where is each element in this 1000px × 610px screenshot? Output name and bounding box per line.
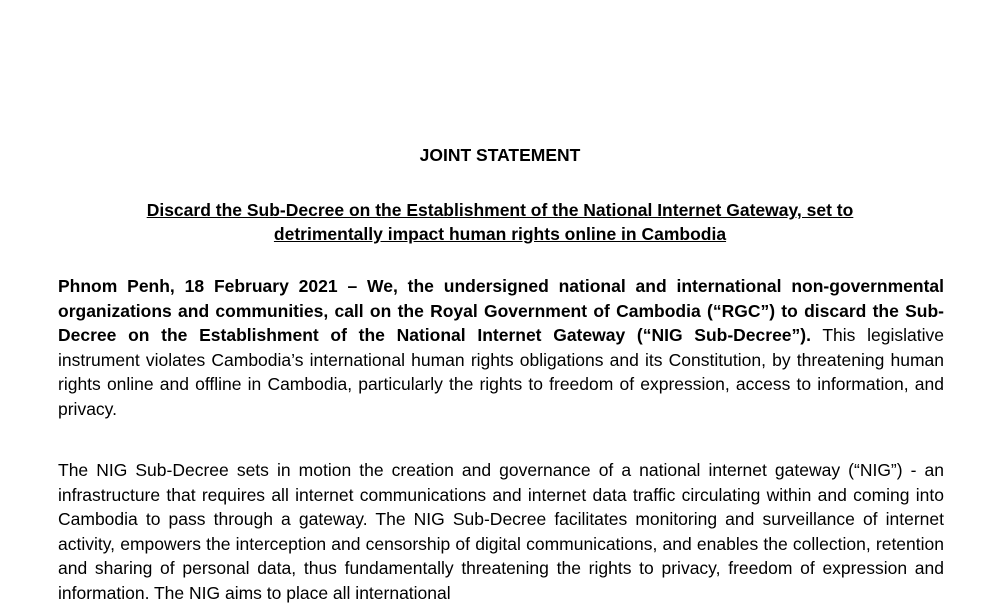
paragraph-intro-lead: Phnom Penh, 18 February 2021 – We, the undersigned national and international non-governmental organizations and communities, call on the Royal Government of Cambodia (“RGC”) to discard the Sub-Decree on the Establishment of the National Internet Gateway (“NIG Sub-Decree”).	[58, 276, 944, 345]
paragraph-nig-body: The NIG Sub-Decree sets in motion the creation and governance of a national internet gateway (“NIG”) - an infrastructure that requires all internet communications and internet data traffic circulating within and coming into Cambodia to pass through a gateway. The NIG Sub-Decree facilitates monitoring and surveillance of internet activity, empowers the interception and censorship of digital communications, and enables the collection, retention and sharing of personal data, thus fundamentally threatening the rights to privacy, freedom of expression and information. The NIG aims to place all international	[58, 460, 944, 603]
paragraph-intro	[58, 274, 944, 421]
document-title: JOINT STATEMENT	[419, 145, 581, 165]
paragraph-intro-body: This legislative instrument violates Cambodia’s international human rights obligations and its Constitution, by threatening human rights online and offline in Cambodia, particularly the rights to freedom of expression, access to information, and privacy.	[58, 325, 944, 419]
paragraph-nig-description	[58, 458, 944, 605]
document-subtitle: Discard the Sub-Decree on the Establishment of the National Internet Gateway, set to detrimentally impact human rights online in Cambodia	[146, 200, 854, 244]
